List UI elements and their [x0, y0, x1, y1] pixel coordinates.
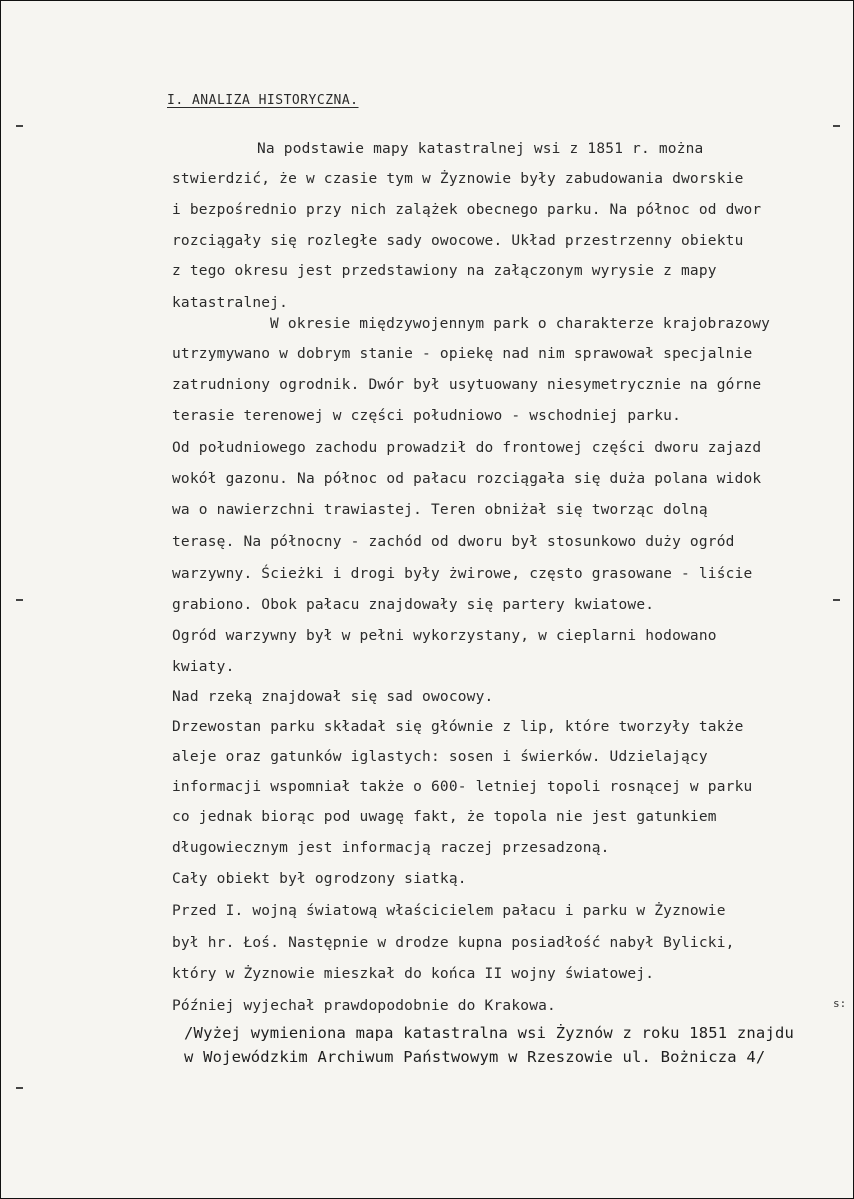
margin-mark [16, 125, 23, 127]
text-line: warzywny. Ścieżki i drogi były żwirowe, często grasowane - liście [172, 566, 753, 582]
margin-mark [833, 599, 840, 601]
text-line: wa o nawierzchni trawiastej. Teren obniżał się tworząc dolną [172, 502, 708, 518]
text-line: Drzewostan parku składał się głównie z lip, które tworzyły także [172, 719, 744, 735]
text-line: zatrudniony ogrodnik. Dwór był usytuowany niesymetrycznie na górne [172, 377, 762, 393]
text-line: kwiaty. [172, 659, 235, 675]
text-line: rozciągały się rozległe sady owocowe. Układ przestrzenny obiektu [172, 233, 744, 249]
margin-mark [833, 125, 840, 127]
text-line: aleje oraz gatunków iglastych: sosen i świerków. Udzielający [172, 749, 708, 765]
text-line: Cały obiekt był ogrodzony siatką. [172, 871, 467, 887]
text-line: terasie terenowej w części południowo - wschodniej parku. [172, 408, 681, 424]
text-line: utrzymywano w dobrym stanie - opiekę nad nim sprawował specjalnie [172, 346, 753, 362]
text-line: katastralnej. [172, 295, 289, 311]
section-heading: I. ANALIZA HISTORYCZNA. [167, 93, 359, 108]
text-line: Od południowego zachodu prowadził do frontowej części dworu zajazd [172, 440, 762, 456]
text-line: Na podstawie mapy katastralnej wsi z 1851 r. można [257, 141, 704, 157]
text-line: Nad rzeką znajdował się sad owocowy. [172, 689, 494, 705]
text-line: Później wyjechał prawdopodobnie do Krakowa. [172, 998, 556, 1014]
margin-mark [16, 1087, 23, 1089]
text-line: Ogród warzywny był w pełni wykorzystany, w cieplarni hodowano [172, 628, 717, 644]
text-line: W okresie międzywojennym park o charakterze krajobrazowy [270, 316, 771, 332]
text-line: co jednak biorąc pod uwagę fakt, że topola nie jest gatunkiem [172, 809, 717, 825]
footnote-superscript: s: [833, 997, 847, 1010]
text-line: wokół gazonu. Na północ od pałacu rozciągała się duża polana widok [172, 471, 762, 487]
text-line: informacji wspomniał także o 600- letniej topoli rosnącej w parku [172, 779, 753, 795]
footnote-line: w Wojewódzkim Archiwum Państwowym w Rzeszowie ul. Bożnicza 4/ [184, 1048, 766, 1066]
margin-mark [16, 599, 23, 601]
text-line: stwierdzić, że w czasie tym w Żyznowie były zabudowania dworskie [172, 171, 744, 187]
text-line: Przed I. wojną światową właścicielem pałacu i parku w Żyznowie [172, 903, 726, 919]
text-line: i bezpośrednio przy nich zalążek obecnego parku. Na północ od dwor [172, 202, 762, 218]
text-line: który w Żyznowie mieszkał do końca II wojny światowej. [172, 966, 655, 982]
footnote-line: /Wyżej wymieniona mapa katastralna wsi Żyznów z roku 1851 znajdu [184, 1024, 795, 1042]
text-line: z tego okresu jest przedstawiony na załączonym wyrysie z mapy [172, 263, 717, 279]
text-line: grabiono. Obok pałacu znajdowały się partery kwiatowe. [172, 597, 655, 613]
text-line: długowiecznym jest informacją raczej przesadzoną. [172, 840, 610, 856]
text-line: terasę. Na północny - zachód od dworu był stosunkowo duży ogród [172, 534, 735, 550]
text-line: był hr. Łoś. Następnie w drodze kupna posiadłość nabył Bylicki, [172, 935, 735, 951]
